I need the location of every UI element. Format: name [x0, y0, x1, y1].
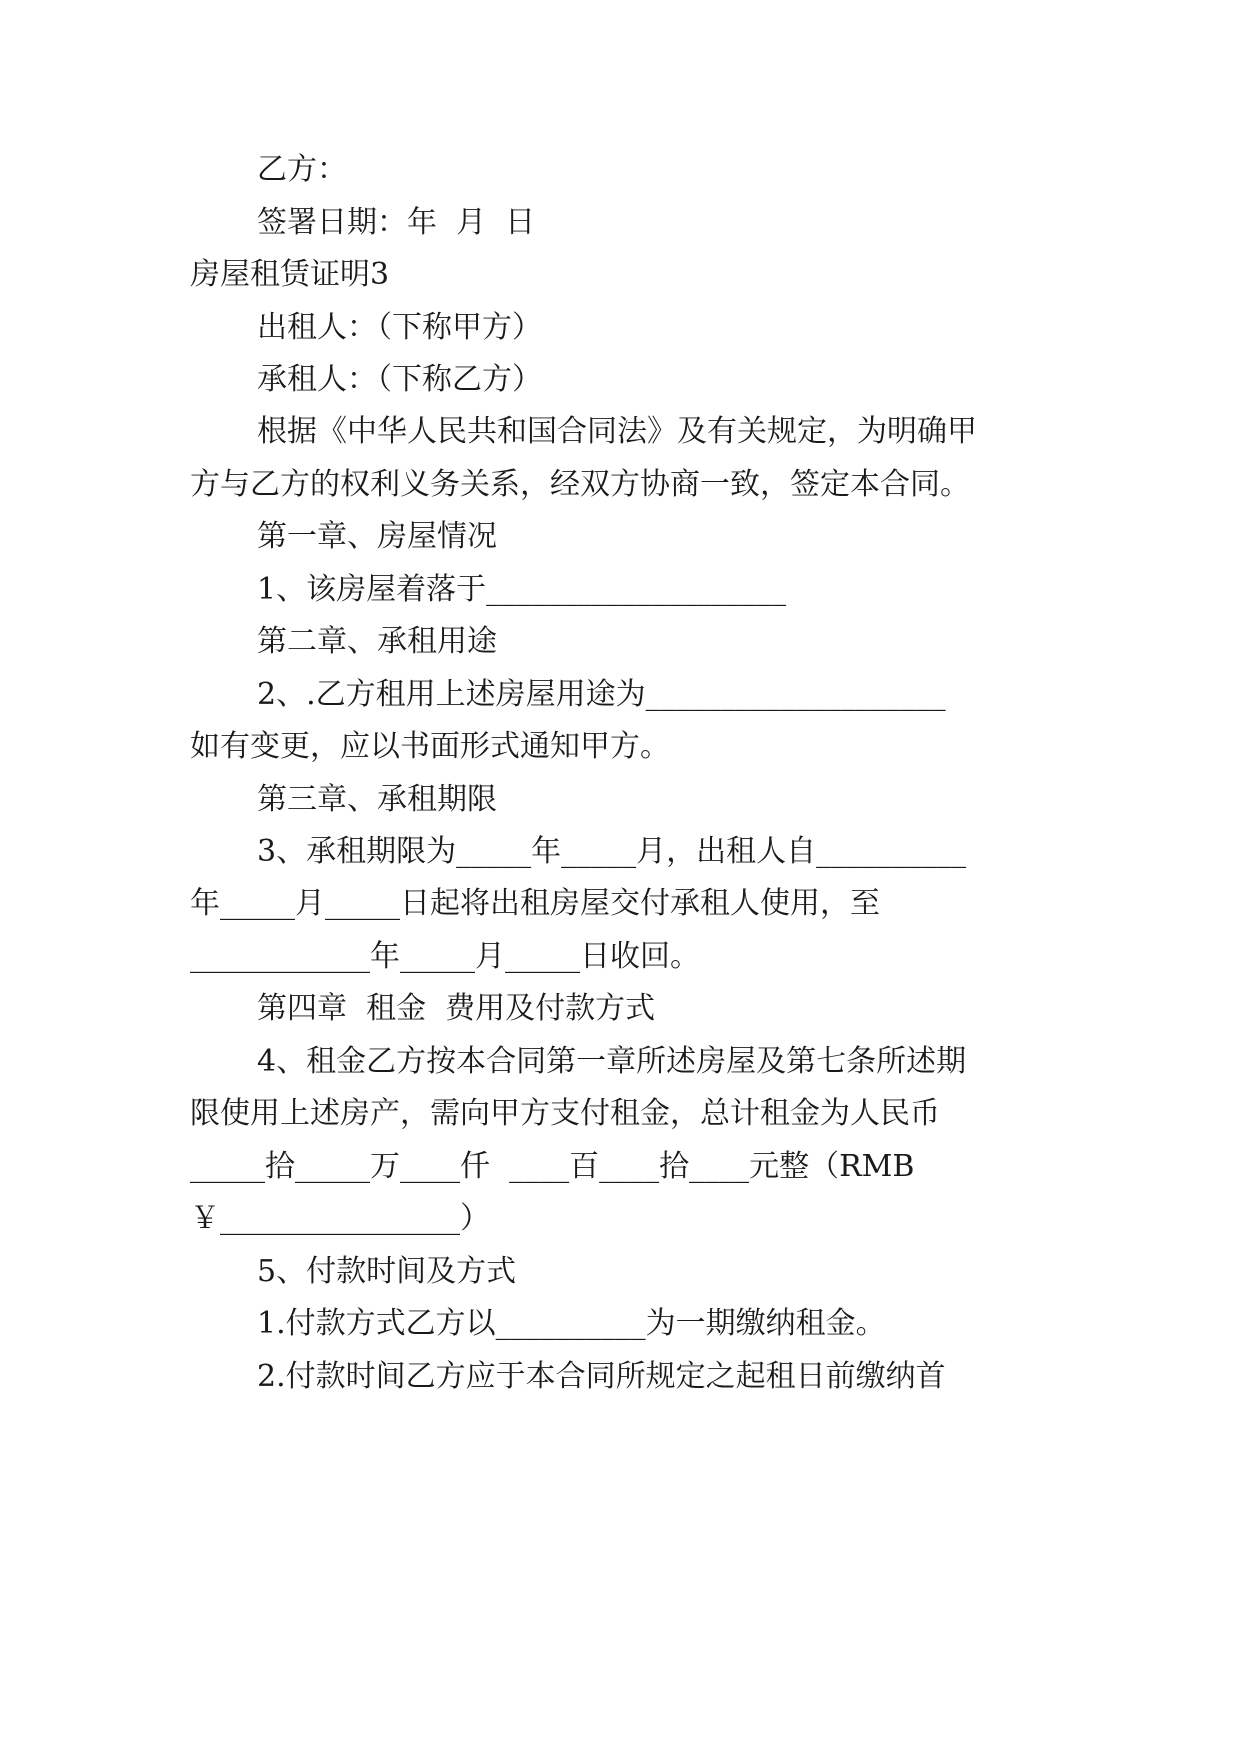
- clause-4-rent-line-2: 限使用上述房产，需向甲方支付租金，总计租金为人民币: [190, 1096, 940, 1131]
- preamble-line-1: 根据《中华人民共和国合同法》及有关规定，为明确甲: [257, 414, 977, 449]
- clause-2-purpose: 2、.乙方租用上述房屋用途为____________________: [257, 677, 946, 712]
- document-title: 房屋租赁证明3: [190, 257, 390, 292]
- chapter-3-heading: 第三章、承租期限: [257, 782, 497, 817]
- lessor-line: 出租人：（下称甲方）: [257, 310, 542, 345]
- clause-3-term-line-1: 3、承租期限为_____年_____月，出租人自__________: [257, 834, 967, 869]
- lessee-line: 承租人：（下称乙方）: [257, 362, 542, 397]
- chapter-1-heading: 第一章、房屋情况: [257, 519, 497, 554]
- party-b-label: 乙方：: [257, 152, 347, 187]
- signing-date-line: 签署日期：年 月 日: [257, 205, 536, 240]
- payment-time-line: 2.付款时间乙方应于本合同所规定之起租日前缴纳首: [257, 1359, 946, 1394]
- chapter-4-heading: 第四章 租金 费用及付款方式: [257, 991, 656, 1026]
- clause-5-heading: 5、付款时间及方式: [257, 1254, 517, 1289]
- clause-4-rmb-amount: ￥________________）: [190, 1201, 490, 1236]
- clause-2-continued: 如有变更，应以书面形式通知甲方。: [190, 729, 670, 764]
- clause-4-rent-line-1: 4、租金乙方按本合同第一章所述房屋及第七条所述期: [257, 1044, 967, 1079]
- preamble-line-2: 方与乙方的权利义务关系，经双方协商一致，签定本合同。: [190, 467, 970, 502]
- clause-1-location: 1、该房屋着落于____________________: [257, 572, 787, 607]
- chapter-2-heading: 第二章、承租用途: [257, 624, 497, 659]
- payment-method-line: 1.付款方式乙方以__________为一期缴纳租金。: [257, 1306, 886, 1341]
- clause-3-term-line-2: 年_____月_____日起将出租房屋交付承租人使用，至: [190, 886, 880, 921]
- clause-3-term-line-3: ____________年_____月_____日收回。: [190, 939, 700, 974]
- clause-4-rent-amount: _____拾_____万____仟 ____百____拾____元整（RMB: [190, 1149, 915, 1184]
